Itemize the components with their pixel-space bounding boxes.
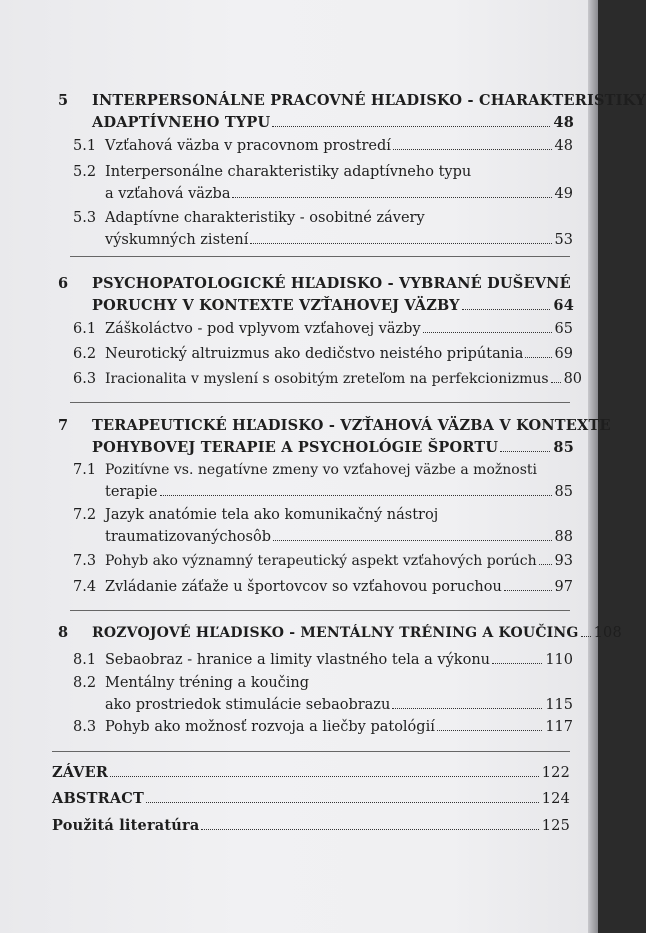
- section-title: Sebaobraz - hranice a limity vlastného tela a výkonu: [105, 652, 491, 668]
- toc-end-abstract: [52, 788, 570, 810]
- page-number: 64: [553, 297, 574, 314]
- dot-leader: [551, 382, 561, 383]
- page-number: 110: [545, 652, 573, 668]
- section-number: 6.2: [73, 346, 97, 362]
- section-number: 5.2: [73, 164, 97, 180]
- dot-leader: [539, 564, 552, 565]
- page-number: 117: [545, 719, 573, 735]
- divider: [52, 751, 570, 752]
- section-title: Pohyb ako významný terapeutický aspekt vzťahových porúch: [105, 553, 537, 569]
- toc-section-7-2: [73, 504, 573, 548]
- toc-section-7-3: [73, 550, 573, 572]
- section-number: 8.3: [73, 719, 97, 735]
- section-title: Zvládanie záťaže u športovcov so vzťahovou poruchou: [105, 579, 502, 595]
- toc-section-8-3: [73, 716, 573, 738]
- page-number: 125: [541, 818, 570, 834]
- page-edge-shadow: [588, 0, 598, 933]
- toc-chapter-6: [58, 273, 574, 317]
- toc-section-6-3: [73, 368, 583, 390]
- section-title-line2: terapie: [105, 484, 158, 500]
- dot-leader: [110, 776, 539, 777]
- section-number: 5.3: [73, 210, 97, 226]
- end-title: ZÁVER: [52, 764, 109, 781]
- chapter-title: ROZVOJOVÉ HĽADISKO - MENTÁLNY TRÉNING A KOUČING: [92, 625, 579, 641]
- dot-leader: [525, 357, 551, 358]
- toc-section-6-1: [73, 318, 573, 340]
- section-title: Pohyb ako možnosť rozvoja a liečby patológií: [105, 719, 435, 735]
- chapter-title-line1: INTERPERSONÁLNE PRACOVNÉ HĽADISKO - CHARAKTERISTIKY: [92, 92, 646, 109]
- section-title: Neurotický altruizmus ako dedičstvo neistého pripútania: [105, 346, 524, 362]
- section-title-line1: Mentálny tréning a koučing: [105, 675, 310, 691]
- section-number: 6.3: [73, 371, 97, 387]
- page-number: 48: [554, 138, 573, 154]
- dot-leader: [393, 149, 552, 150]
- toc-section-8-2: [73, 672, 573, 716]
- toc-section-5-2: [73, 161, 573, 205]
- page-number: 115: [545, 697, 573, 713]
- section-number: 7.3: [73, 553, 97, 569]
- page-number: 48: [553, 114, 574, 131]
- section-title: Záškoláctvo - pod vplyvom vzťahovej väzby: [105, 321, 421, 337]
- section-title-line2: ako prostriedok stimulácie sebaobrazu: [105, 697, 391, 713]
- section-title-line1: Interpersonálne charakteristiky adaptívneho typu: [105, 164, 472, 180]
- section-title-line2: a vzťahová väzba: [105, 186, 231, 202]
- chapter-title-line1: TERAPEUTICKÉ HĽADISKO - VZŤAHOVÁ VÄZBA V KONTEXTE: [92, 417, 611, 434]
- toc-section-5-1: [73, 135, 573, 157]
- chapter-number: 5: [58, 92, 69, 109]
- dot-leader: [500, 451, 550, 452]
- dot-leader: [146, 802, 539, 803]
- chapter-title-line2: ADAPTÍVNEHO TYPU: [92, 114, 271, 131]
- toc-section-7-1: [73, 459, 573, 503]
- divider: [70, 610, 570, 611]
- dot-leader: [392, 708, 542, 709]
- page-number: 108: [593, 625, 622, 641]
- dot-leader: [272, 126, 550, 127]
- page-number: 97: [554, 579, 573, 595]
- page-number: 80: [563, 371, 583, 387]
- page-number: 124: [541, 791, 570, 807]
- dot-leader: [504, 590, 552, 591]
- page-number: 93: [554, 553, 573, 569]
- dot-leader: [462, 309, 551, 310]
- dot-leader: [492, 663, 542, 664]
- dot-leader: [160, 495, 552, 496]
- dot-leader: [201, 829, 538, 830]
- page-number: 49: [554, 186, 573, 202]
- page-number: 69: [554, 346, 573, 362]
- section-title-line1: Jazyk anatómie tela ako komunikačný nástroj: [105, 507, 439, 523]
- end-title: ABSTRACT: [52, 790, 144, 807]
- page-number: 85: [553, 439, 574, 456]
- chapter-number: 8: [58, 624, 69, 641]
- divider: [70, 256, 570, 257]
- section-title-line1: Pozitívne vs. negatívne zmeny vo vzťahovej väzbe a možnosti: [105, 462, 537, 478]
- page-number: 85: [554, 484, 573, 500]
- section-title: Vzťahová väzba v pracovnom prostredí: [105, 138, 391, 154]
- toc-end-literatura: [52, 815, 570, 837]
- chapter-title-line1: PSYCHOPATOLOGICKÉ HĽADISKO - VYBRANÉ DUŠEVNÉ: [92, 275, 571, 292]
- page-number: 65: [554, 321, 573, 337]
- dot-leader: [437, 730, 542, 731]
- section-title-line1: Adaptívne charakteristiky - osobitné závery: [105, 210, 425, 226]
- section-title-line2: traumatizovanýchosôb: [105, 529, 271, 545]
- toc-chapter-7: [58, 415, 611, 459]
- end-title: Použitá literatúra: [52, 817, 200, 834]
- toc-end-zaver: [52, 762, 570, 784]
- section-number: 7.2: [73, 507, 97, 523]
- page-number: 53: [554, 232, 573, 248]
- toc-section-7-4: [73, 576, 573, 598]
- chapter-title-line2: PORUCHY V KONTEXTE VZŤAHOVEJ VÄZBY: [92, 297, 460, 314]
- dot-leader: [423, 332, 552, 333]
- chapter-title-line2: POHYBOVEJ TERAPIE A PSYCHOLÓGIE ŠPORTU: [92, 439, 499, 456]
- toc-section-8-1: [73, 649, 573, 671]
- section-number: 8.2: [73, 675, 97, 691]
- section-title-line2: výskumných zistení: [105, 232, 249, 248]
- section-title: Iracionalita v myslení s osobitým zreteľom na perfekcionizmus: [105, 371, 549, 387]
- page-number: 122: [541, 765, 570, 781]
- toc-chapter-5: [58, 90, 646, 134]
- chapter-number: 7: [58, 417, 69, 434]
- divider: [70, 402, 570, 403]
- dot-leader: [581, 636, 591, 637]
- dot-leader: [250, 243, 551, 244]
- section-number: 6.1: [73, 321, 97, 337]
- dot-leader: [232, 197, 551, 198]
- section-number: 5.1: [73, 138, 97, 154]
- toc-chapter-8: [58, 622, 622, 644]
- section-number: 8.1: [73, 652, 97, 668]
- section-number: 7.1: [73, 462, 97, 478]
- page-number: 88: [554, 529, 573, 545]
- section-number: 7.4: [73, 579, 97, 595]
- chapter-number: 6: [58, 275, 69, 292]
- toc-section-6-2: [73, 343, 573, 365]
- toc-section-5-3: [73, 207, 573, 251]
- dot-leader: [273, 540, 552, 541]
